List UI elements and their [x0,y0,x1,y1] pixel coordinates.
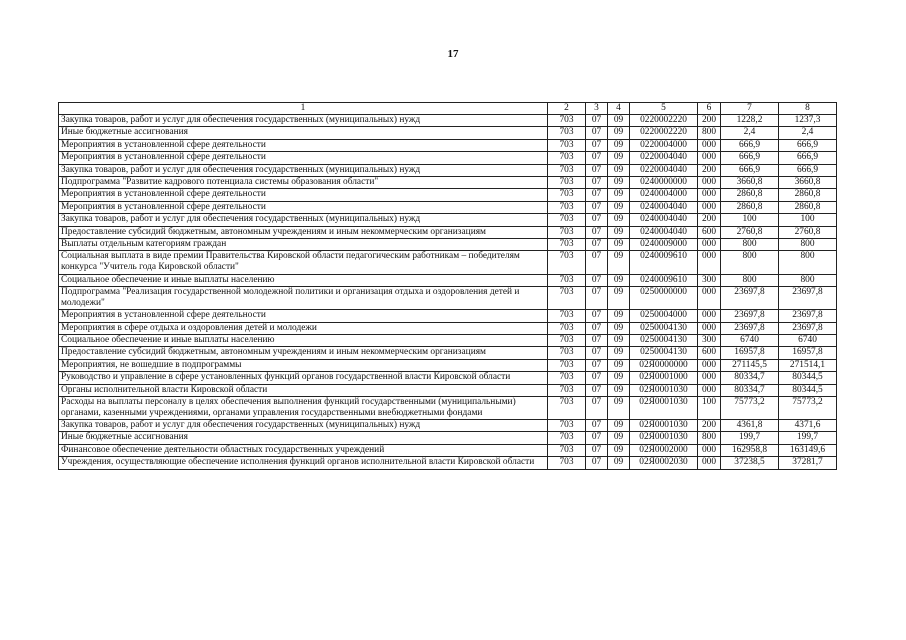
row-section-cell: 07 [586,457,608,469]
row-value-cell: 80344,5 [779,372,837,384]
row-code-cell: 703 [548,152,586,164]
row-subsection-cell: 09 [608,396,630,419]
row-value-cell: 23697,8 [721,286,779,309]
row-target-cell: 02Я0002030 [630,457,698,469]
row-value-cell: 75773,2 [779,396,837,419]
row-name-cell: Закупка товаров, работ и услуг для обеспечения государственных (муниципальных) нужд [59,214,548,226]
row-section-cell: 07 [586,251,608,274]
row-name-cell: Закупка товаров, работ и услуг для обеспечения государственных (муниципальных) нужд [59,164,548,176]
row-name-cell: Мероприятия в установленной сфере деятельности [59,152,548,164]
row-target-cell: 0240000000 [630,177,698,189]
row-code-cell: 703 [548,322,586,334]
row-type-cell: 200 [698,115,721,127]
row-code-cell: 703 [548,189,586,201]
row-target-cell: 0220004040 [630,152,698,164]
row-section-cell: 07 [586,444,608,456]
row-name-cell: Предоставление субсидий бюджетным, автономным учреждениям и иным некоммерческим организациям [59,347,548,359]
row-value-cell: 2860,8 [721,201,779,213]
row-code-cell: 703 [548,384,586,396]
table-row [59,226,837,238]
row-subsection-cell: 09 [608,334,630,346]
row-value-cell: 2,4 [721,127,779,139]
row-type-cell: 000 [698,286,721,309]
row-section-cell: 07 [586,359,608,371]
table-row [59,189,837,201]
row-type-cell: 600 [698,226,721,238]
row-section-cell: 07 [586,177,608,189]
row-subsection-cell: 09 [608,347,630,359]
column-header: 1 [59,103,548,115]
table-row [59,457,837,469]
row-type-cell: 000 [698,457,721,469]
row-code-cell: 703 [548,201,586,213]
row-target-cell: 0220004040 [630,164,698,176]
row-code-cell: 703 [548,334,586,346]
row-subsection-cell: 09 [608,189,630,201]
row-value-cell: 23697,8 [779,286,837,309]
row-value-cell: 666,9 [779,139,837,151]
row-subsection-cell: 09 [608,372,630,384]
row-target-cell: 0250004000 [630,310,698,322]
table-row [59,347,837,359]
row-value-cell: 2,4 [779,127,837,139]
table-row [59,372,837,384]
row-value-cell: 1237,3 [779,115,837,127]
row-subsection-cell: 09 [608,457,630,469]
row-section-cell: 07 [586,239,608,251]
row-code-cell: 703 [548,139,586,151]
row-name-cell: Учреждения, осуществляющие обеспечение исполнения функций органов исполнительной власти Кировской области [59,457,548,469]
budget-table [58,102,837,470]
row-value-cell: 3660,8 [779,177,837,189]
row-value-cell: 2860,8 [779,201,837,213]
row-value-cell: 100 [721,214,779,226]
row-name-cell: Социальное обеспечение и иные выплаты населению [59,334,548,346]
row-section-cell: 07 [586,347,608,359]
row-name-cell: Выплаты отдельным категориям граждан [59,239,548,251]
row-section-cell: 07 [586,226,608,238]
row-value-cell: 199,7 [779,432,837,444]
row-code-cell: 703 [548,347,586,359]
row-code-cell: 703 [548,164,586,176]
row-name-cell: Мероприятия в установленной сфере деятельности [59,201,548,213]
row-section-cell: 07 [586,152,608,164]
row-type-cell: 200 [698,214,721,226]
row-target-cell: 02Я0000000 [630,359,698,371]
row-type-cell: 000 [698,372,721,384]
table-row [59,322,837,334]
row-value-cell: 666,9 [721,139,779,151]
row-section-cell: 07 [586,189,608,201]
row-name-cell: Мероприятия в установленной сфере деятельности [59,310,548,322]
row-section-cell: 07 [586,420,608,432]
table-row [59,127,837,139]
table-row [59,286,837,309]
row-type-cell: 000 [698,139,721,151]
row-type-cell: 000 [698,189,721,201]
row-code-cell: 703 [548,127,586,139]
table-row [59,115,837,127]
row-target-cell: 02Я0001030 [630,396,698,419]
row-code-cell: 703 [548,239,586,251]
row-value-cell: 23697,8 [721,322,779,334]
row-target-cell: 0220004000 [630,139,698,151]
row-subsection-cell: 09 [608,115,630,127]
row-section-cell: 07 [586,432,608,444]
row-subsection-cell: 09 [608,177,630,189]
row-type-cell: 000 [698,177,721,189]
table-header-row [59,103,837,115]
row-name-cell: Органы исполнительной власти Кировской области [59,384,548,396]
row-section-cell: 07 [586,127,608,139]
row-section-cell: 07 [586,164,608,176]
row-value-cell: 666,9 [779,164,837,176]
row-value-cell: 800 [721,274,779,286]
row-target-cell: 02Я0001000 [630,372,698,384]
table-row [59,420,837,432]
row-value-cell: 800 [721,251,779,274]
row-code-cell: 703 [548,310,586,322]
row-name-cell: Расходы на выплаты персоналу в целях обеспечения выполнения функций государственными (муниципальными) органами, казенными учреждениями, органами управления государственными внебюджетными фондами [59,396,548,419]
row-value-cell: 100 [779,214,837,226]
row-type-cell: 600 [698,347,721,359]
row-section-cell: 07 [586,201,608,213]
row-value-cell: 162958,8 [721,444,779,456]
row-type-cell: 000 [698,251,721,274]
table-row [59,139,837,151]
row-name-cell: Мероприятия в сфере отдыха и оздоровления детей и молодежи [59,322,548,334]
row-name-cell: Мероприятия в установленной сфере деятельности [59,139,548,151]
row-code-cell: 703 [548,420,586,432]
table-row [59,251,837,274]
row-value-cell: 3660,8 [721,177,779,189]
row-target-cell: 02Я0001030 [630,420,698,432]
row-value-cell: 6740 [721,334,779,346]
row-value-cell: 2760,8 [721,226,779,238]
row-value-cell: 80334,7 [721,384,779,396]
column-header: 6 [698,103,721,115]
row-value-cell: 2860,8 [721,189,779,201]
row-name-cell: Социальное обеспечение и иные выплаты населению [59,274,548,286]
table-row [59,201,837,213]
row-subsection-cell: 09 [608,152,630,164]
row-subsection-cell: 09 [608,201,630,213]
row-code-cell: 703 [548,372,586,384]
column-header: 5 [630,103,698,115]
table-row [59,164,837,176]
row-section-cell: 07 [586,334,608,346]
row-subsection-cell: 09 [608,384,630,396]
row-name-cell: Закупка товаров, работ и услуг для обеспечения государственных (муниципальных) нужд [59,420,548,432]
row-value-cell: 16957,8 [779,347,837,359]
row-value-cell: 666,9 [721,152,779,164]
row-name-cell: Подпрограмма "Реализация государственной молодежной политики и организация отдыха и оздоровления детей и молодежи" [59,286,548,309]
row-value-cell: 37238,5 [721,457,779,469]
row-subsection-cell: 09 [608,322,630,334]
row-target-cell: 0240004040 [630,214,698,226]
row-value-cell: 80344,5 [779,384,837,396]
row-value-cell: 4371,6 [779,420,837,432]
row-subsection-cell: 09 [608,310,630,322]
row-subsection-cell: 09 [608,359,630,371]
row-target-cell: 0240004040 [630,201,698,213]
row-code-cell: 703 [548,274,586,286]
row-type-cell: 000 [698,152,721,164]
row-value-cell: 199,7 [721,432,779,444]
row-code-cell: 703 [548,226,586,238]
row-type-cell: 200 [698,164,721,176]
row-code-cell: 703 [548,396,586,419]
row-code-cell: 703 [548,359,586,371]
table-row [59,239,837,251]
row-subsection-cell: 09 [608,214,630,226]
column-header: 4 [608,103,630,115]
row-target-cell: 0220002220 [630,127,698,139]
row-target-cell: 02Я0001030 [630,384,698,396]
row-target-cell: 0240004040 [630,226,698,238]
row-section-cell: 07 [586,214,608,226]
row-value-cell: 37281,7 [779,457,837,469]
row-type-cell: 000 [698,444,721,456]
row-target-cell: 02Я0002000 [630,444,698,456]
row-value-cell: 4361,8 [721,420,779,432]
row-target-cell: 0220002220 [630,115,698,127]
row-section-cell: 07 [586,322,608,334]
row-type-cell: 000 [698,201,721,213]
row-type-cell: 300 [698,334,721,346]
table-row [59,359,837,371]
row-value-cell: 23697,8 [721,310,779,322]
row-subsection-cell: 09 [608,139,630,151]
row-subsection-cell: 09 [608,444,630,456]
row-section-cell: 07 [586,139,608,151]
row-value-cell: 666,9 [721,164,779,176]
row-name-cell: Закупка товаров, работ и услуг для обеспечения государственных (муниципальных) нужд [59,115,548,127]
row-value-cell: 666,9 [779,152,837,164]
table-row [59,444,837,456]
row-section-cell: 07 [586,274,608,286]
row-name-cell: Мероприятия, не вошедшие в подпрограммы [59,359,548,371]
table-row [59,214,837,226]
row-type-cell: 000 [698,322,721,334]
row-value-cell: 16957,8 [721,347,779,359]
row-subsection-cell: 09 [608,127,630,139]
row-name-cell: Финансовое обеспечение деятельности областных государственных учреждений [59,444,548,456]
row-subsection-cell: 09 [608,286,630,309]
page-number: 17 [447,48,459,60]
row-type-cell: 300 [698,274,721,286]
row-target-cell: 0250004130 [630,347,698,359]
row-type-cell: 000 [698,310,721,322]
row-value-cell: 2760,8 [779,226,837,238]
row-target-cell: 0240004000 [630,189,698,201]
row-value-cell: 6740 [779,334,837,346]
row-value-cell: 163149,6 [779,444,837,456]
row-target-cell: 0250004130 [630,322,698,334]
row-type-cell: 000 [698,239,721,251]
row-value-cell: 800 [779,274,837,286]
row-subsection-cell: 09 [608,239,630,251]
table-row [59,432,837,444]
row-subsection-cell: 09 [608,164,630,176]
column-header: 3 [586,103,608,115]
row-name-cell: Руководство и управление в сфере установленных функций органов государственной власти Кировской области [59,372,548,384]
row-target-cell: 0240009610 [630,251,698,274]
row-subsection-cell: 09 [608,251,630,274]
row-section-cell: 07 [586,372,608,384]
row-value-cell: 271514,1 [779,359,837,371]
row-target-cell: 0250000000 [630,286,698,309]
table-body [59,115,837,470]
table-row [59,334,837,346]
row-name-cell: Иные бюджетные ассигнования [59,432,548,444]
column-header: 2 [548,103,586,115]
row-type-cell: 800 [698,432,721,444]
row-type-cell: 800 [698,127,721,139]
row-type-cell: 000 [698,384,721,396]
row-code-cell: 703 [548,432,586,444]
row-section-cell: 07 [586,115,608,127]
row-name-cell: Предоставление субсидий бюджетным, автономным учреждениям и иным некоммерческим организациям [59,226,548,238]
row-value-cell: 2860,8 [779,189,837,201]
row-value-cell: 800 [721,239,779,251]
row-name-cell: Мероприятия в установленной сфере деятельности [59,189,548,201]
row-value-cell: 271145,5 [721,359,779,371]
row-subsection-cell: 09 [608,432,630,444]
row-type-cell: 100 [698,396,721,419]
table-row [59,310,837,322]
row-target-cell: 02Я0001030 [630,432,698,444]
row-section-cell: 07 [586,396,608,419]
row-section-cell: 07 [586,310,608,322]
row-section-cell: 07 [586,286,608,309]
row-value-cell: 80334,7 [721,372,779,384]
row-subsection-cell: 09 [608,420,630,432]
row-name-cell: Иные бюджетные ассигнования [59,127,548,139]
row-target-cell: 0240009000 [630,239,698,251]
row-name-cell: Социальная выплата в виде премии Правительства Кировской области педагогическим работникам – победителям конкурса "Учитель года Кировской области" [59,251,548,274]
row-type-cell: 000 [698,359,721,371]
row-subsection-cell: 09 [608,274,630,286]
row-code-cell: 703 [548,251,586,274]
row-code-cell: 703 [548,214,586,226]
row-code-cell: 703 [548,115,586,127]
row-value-cell: 800 [779,251,837,274]
row-name-cell: Подпрограмма "Развитие кадрового потенциала системы образования области" [59,177,548,189]
row-code-cell: 703 [548,286,586,309]
row-subsection-cell: 09 [608,226,630,238]
column-header: 8 [779,103,837,115]
row-code-cell: 703 [548,444,586,456]
table-row [59,177,837,189]
row-target-cell: 0240009610 [630,274,698,286]
row-type-cell: 200 [698,420,721,432]
row-value-cell: 1228,2 [721,115,779,127]
row-value-cell: 75773,2 [721,396,779,419]
table-row [59,274,837,286]
column-header: 7 [721,103,779,115]
row-value-cell: 800 [779,239,837,251]
table-row [59,384,837,396]
table-row [59,396,837,419]
row-code-cell: 703 [548,177,586,189]
row-value-cell: 23697,8 [779,310,837,322]
row-section-cell: 07 [586,384,608,396]
row-value-cell: 23697,8 [779,322,837,334]
table-row [59,152,837,164]
row-code-cell: 703 [548,457,586,469]
row-target-cell: 0250004130 [630,334,698,346]
